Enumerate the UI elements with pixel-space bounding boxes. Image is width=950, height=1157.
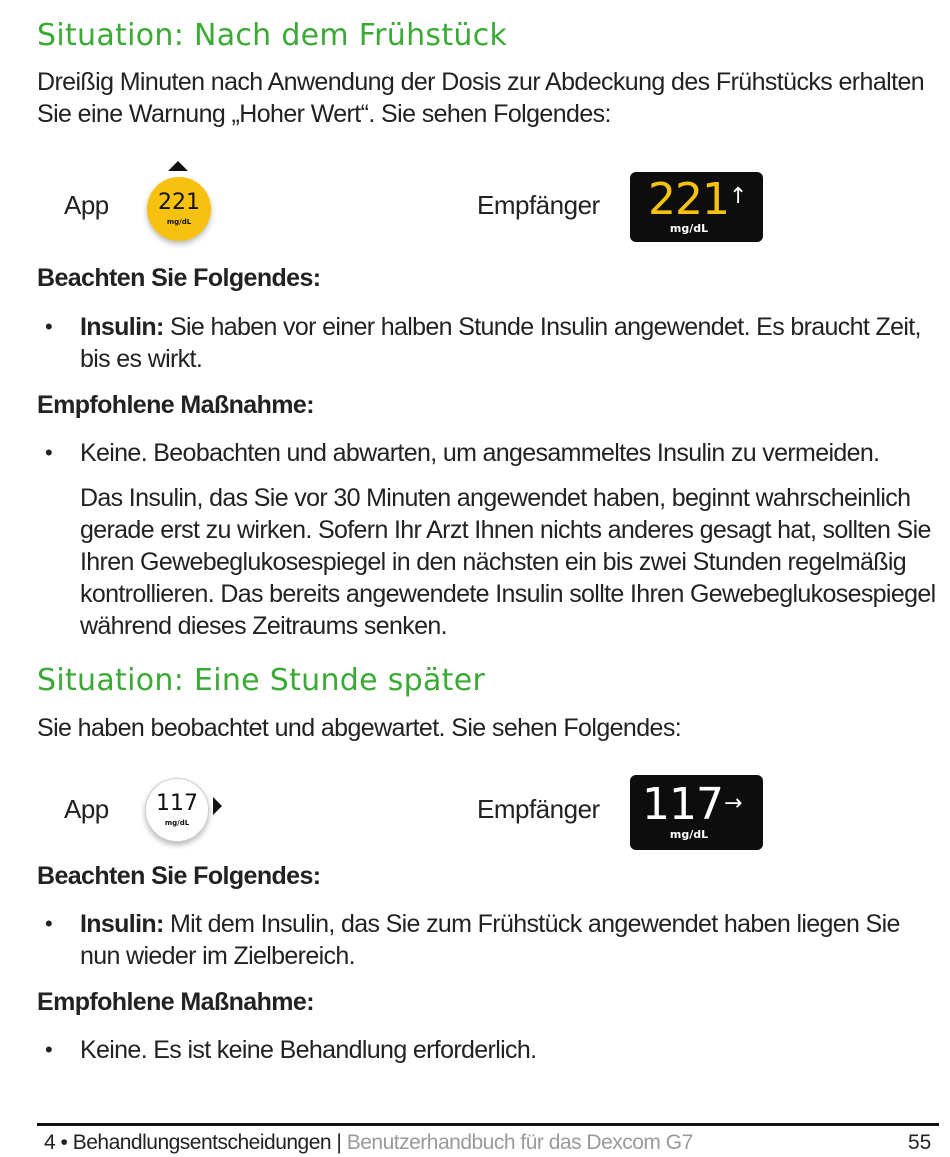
app-label: App: [64, 190, 109, 220]
note-item-text: Mit dem Insulin, das Sie zum Frühstück angewendet haben liegen Sie nun wieder im Zielbereich.: [80, 910, 900, 970]
bullet-icon: •: [45, 440, 53, 465]
footer-divider: [37, 1123, 939, 1126]
note-heading: Beachten Sie Folgendes:: [37, 264, 321, 292]
receiver-screen-high: [630, 172, 763, 242]
app-glucose-bubble-in-range: [145, 778, 209, 842]
app-glucose-unit: mg/dL: [164, 819, 190, 827]
app-glucose-value: 221: [158, 190, 200, 215]
footer-manual-title: Benutzerhandbuch für das Dexcom G7: [341, 1131, 693, 1154]
arrow-right-icon: →: [724, 791, 743, 816]
note-item-label: Insulin:: [80, 910, 164, 938]
app-glucose-bubble-high: [147, 177, 211, 241]
bullet-icon: •: [45, 1037, 53, 1062]
footer: [44, 1131, 693, 1155]
receiver-label: Empfänger: [477, 794, 600, 824]
receiver-label: Empfänger: [477, 190, 600, 220]
action-heading: Empfohlene Maßnahme:: [37, 988, 314, 1016]
note-item-insulin: [80, 908, 940, 972]
footer-chapter: 4 • Behandlungsentscheidungen |: [44, 1131, 342, 1154]
receiver-glucose-unit: mg/dL: [669, 828, 709, 841]
note-heading: Beachten Sie Folgendes:: [37, 862, 321, 890]
receiver-glucose-unit: mg/dL: [669, 222, 709, 235]
action-item: Keine. Es ist keine Behandlung erforderlich.: [80, 1036, 537, 1064]
triangle-up-icon: [168, 161, 188, 171]
app-glucose-unit: mg/dL: [166, 218, 192, 226]
situation-intro: Dreißig Minuten nach Anwendung der Dosis zur Abdeckung des Frühstücks erhalten Sie eine Warnung „Hoher Wert“. Sie sehen Folgendes:: [37, 68, 925, 128]
note-item-text: Sie haben vor einer halben Stunde Insulin angewendet. Es braucht Zeit, bis es wirkt.: [80, 313, 921, 373]
page-number: 55: [908, 1131, 932, 1154]
note-item-label: Insulin:: [80, 313, 164, 341]
action-heading: Empfohlene Maßnahme:: [37, 391, 314, 419]
bullet-icon: •: [45, 911, 53, 936]
situation-heading-one-hour-later: Situation: Eine Stunde später: [37, 663, 486, 698]
action-detail: Das Insulin, das Sie vor 30 Minuten angewendet haben, beginnt wahrscheinlich gerade erst zu wirken. Sofern Ihr Arzt Ihnen nichts anderes gesagt hat, sollten Sie Ihren Gewebeglukosespiegel in den nächsten ein bis zwei Stunden regelmäßig kontrollieren. Das bereits angewendete Insulin sollte Ihren Gewebeglukosespiegel während dieses Zeitraums senken.: [80, 484, 936, 640]
arrow-up-icon: ↑: [729, 184, 748, 209]
receiver-glucose-value: 221: [648, 174, 729, 225]
app-label: App: [64, 794, 109, 824]
receiver-glucose-value: 117: [642, 779, 723, 830]
situation-heading-breakfast: Situation: Nach dem Frühstück: [37, 18, 508, 53]
situation-intro: Sie haben beobachtet und abgewartet. Sie sehen Folgendes:: [37, 714, 682, 742]
action-item: Keine. Beobachten und abwarten, um angesammeltes Insulin zu vermeiden.: [80, 439, 880, 467]
receiver-screen-in-range: [630, 775, 763, 850]
bullet-icon: •: [45, 314, 53, 339]
note-item-insulin: [80, 311, 940, 375]
app-glucose-value: 117: [156, 791, 198, 816]
triangle-right-icon: [213, 797, 222, 815]
